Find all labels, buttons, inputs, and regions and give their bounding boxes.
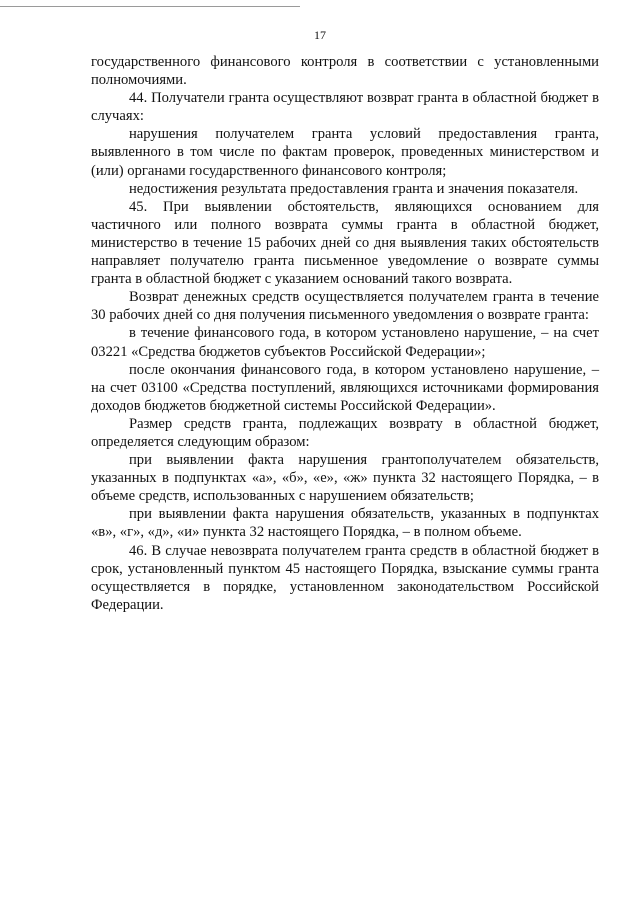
paragraph-continuation: государственного финансового контроля в соответствии с установленными полномочиями. [91,54,599,89]
paragraph-current-year-account: в течение финансового года, в котором установлено нарушение, – на счет 03221 «Средства бюджетов субъектов Российской Федерации»; [91,325,599,360]
paragraph-violation-case: нарушения получателем гранта условий предоставления гранта, выявленного в том числе по фактам проверок, проведенных министерством и (или) органами государственного финансового контроля; [91,126,599,179]
paragraph-result-case: недостижения результата предоставления гранта и значения показателя. [129,180,579,197]
paragraph-amount-full: при выявлении факта нарушения обязательств, указанных в подпунктах «в», «г», «д», «и» пункта 32 настоящего Порядка, – в полном объеме. [91,506,599,541]
scan-edge-line [0,6,300,7]
paragraph-clause-46: 46. В случае невозврата получателем гранта средств в областной бюджет в срок, установленный пунктом 45 настоящего Порядка, взыскание суммы гранта осуществляется в порядке, установленном законодательством Российской Федерации. [91,542,599,613]
paragraph-refund-amount: Размер средств гранта, подлежащих возврату в областной бюджет, определяется следующим образом: [91,415,599,450]
paragraph-amount-partial: при выявлении факта нарушения грантополучателем обязательств, указанных в подпунктах «а», «б», «е», «ж» пункта 32 настоящего Порядка, – в объеме средств, использованных с нарушением обязательств; [91,452,599,505]
page-number: 17 [314,28,326,42]
paragraph-after-year-account: после окончания финансового года, в котором установлено нарушение, – на счет 03100 «Средства поступлений, являющихся источниками формирования доходов бюджетов бюджетной системы Российской Федерации». [91,361,599,414]
document-body [91,53,599,614]
paragraph-clause-45: 45. При выявлении обстоятельств, являющихся основанием для частичного или полного возврата суммы гранта в областной бюджет, министерство в течение 15 рабочих дней со дня выявления таких обстоятельств направляет получателю гранта письменное уведомление о возврате суммы гранта в областной бюджет с указанием оснований такого возврата. [91,198,599,288]
paragraph-refund-term: Возврат денежных средств осуществляется получателем гранта в течение 30 рабочих дней со дня получения письменного уведомления о возврате гранта: [91,289,599,324]
paragraph-clause-44: 44. Получатели гранта осуществляют возврат гранта в областной бюджет в случаях: [91,90,599,125]
